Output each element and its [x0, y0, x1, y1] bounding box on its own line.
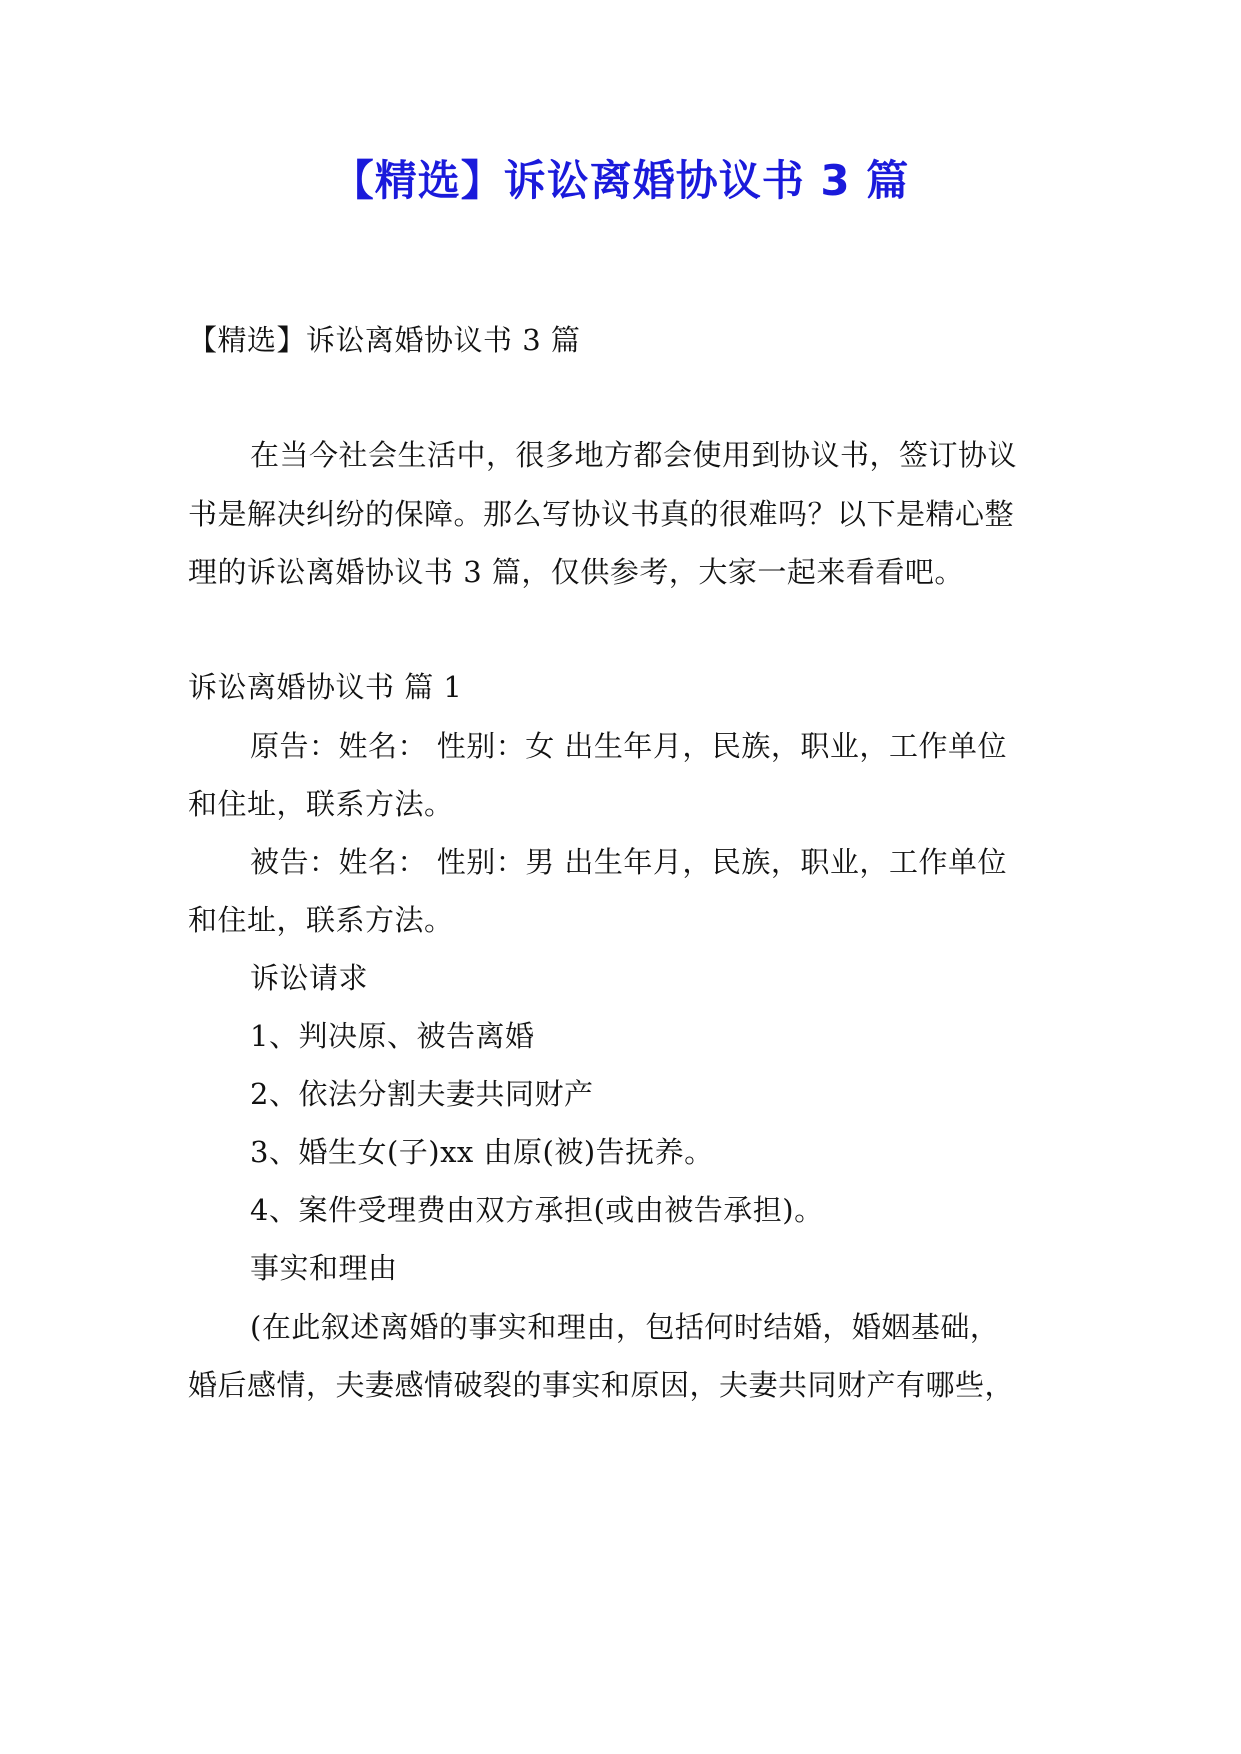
defendant-line-2: 和住址，联系方法。 [188, 903, 454, 937]
claims-heading: 诉讼请求 [250, 961, 369, 995]
claim-item-4: 4、案件受理费由双方承担(或由被告承担)。 [250, 1193, 824, 1227]
intro-line-2: 书是解决纠纷的保障。那么写协议书真的很难吗？以下是精心整 [188, 497, 1015, 531]
section-heading: 诉讼离婚协议书 篇 1 [188, 670, 463, 704]
facts-line-1: (在此叙述离婚的事实和理由，包括何时结婚，婚姻基础， [250, 1310, 1000, 1344]
claim-item-3: 3、婚生女(子)xx 由原(被)告抚养。 [250, 1135, 714, 1169]
document-subtitle: 【精选】诉讼离婚协议书 3 篇 [188, 323, 581, 357]
facts-heading: 事实和理由 [250, 1251, 398, 1285]
intro-line-1: 在当今社会生活中，很多地方都会使用到协议书，签订协议 [250, 438, 1018, 472]
document-title: 【精选】诉讼离婚协议书 3 篇 [331, 156, 910, 205]
claim-item-1: 1、判决原、被告离婚 [250, 1019, 535, 1053]
plaintiff-line-2: 和住址，联系方法。 [188, 787, 454, 821]
plaintiff-line-1: 原告：姓名： 性别：女 出生年月，民族，职业，工作单位 [250, 729, 1007, 763]
claim-item-2: 2、依法分割夫妻共同财产 [250, 1077, 594, 1111]
intro-line-3: 理的诉讼离婚协议书 3 篇，仅供参考，大家一起来看看吧。 [188, 555, 964, 589]
facts-line-2: 婚后感情，夫妻感情破裂的事实和原因，夫妻共同财产有哪些， [188, 1368, 1015, 1402]
defendant-line-1: 被告：姓名： 性别：男 出生年月，民族，职业，工作单位 [250, 845, 1007, 879]
